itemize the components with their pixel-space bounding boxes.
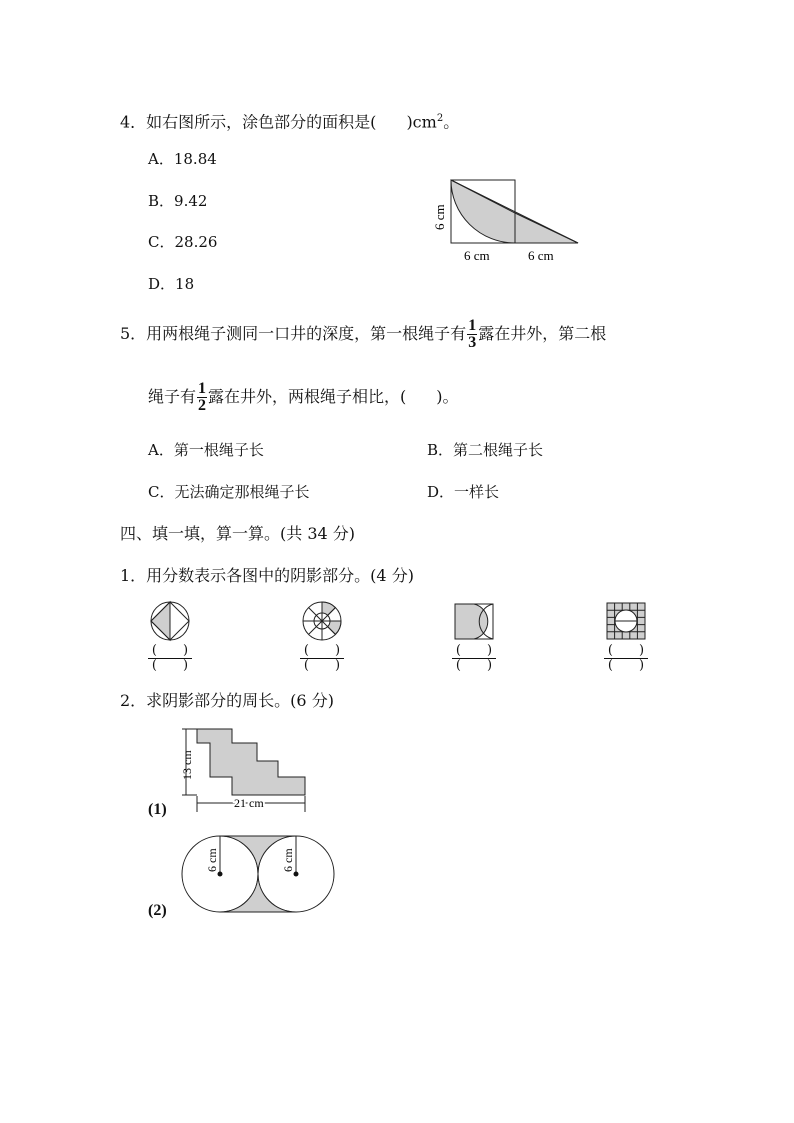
q5-option-a[interactable]: A．第一根绳子长 bbox=[148, 441, 264, 459]
q4-option-a[interactable]: A．18.84 bbox=[148, 150, 217, 168]
p1-blank-3-denominator[interactable]: ( ) bbox=[455, 658, 493, 673]
p2-label-1: (1) bbox=[148, 801, 167, 818]
q4-option-c[interactable]: C．28.26 bbox=[148, 233, 218, 251]
q4-label-bottom-1: 6 cm bbox=[464, 248, 490, 263]
p2-fig2-radius-right-label: 6 cm bbox=[281, 848, 295, 872]
q4-label-bottom-2: 6 cm bbox=[528, 248, 554, 263]
q4-option-d[interactable]: D．18 bbox=[148, 275, 195, 293]
q5-line-2-end: )。 bbox=[436, 387, 459, 406]
q5-line-2-mid: 露在井外，两根绳子相比，( bbox=[208, 387, 407, 406]
q5-line-2-start: 绳子有 bbox=[148, 387, 197, 406]
q4-stem-unit: )cm bbox=[406, 112, 437, 132]
q5-line-1-start: 5．用两根绳子测同一口井的深度，第一根绳子有 bbox=[120, 324, 467, 343]
p2-fig2-radius-left-label: 6 cm bbox=[205, 848, 219, 872]
p1-title: 1．用分数表示各图中的阴影部分。(4 分) bbox=[120, 566, 414, 585]
p2-fig1-width-label: 21 cm bbox=[234, 796, 264, 810]
q4-option-b[interactable]: B．9.42 bbox=[148, 192, 208, 210]
q4-unit-superscript: 2 bbox=[436, 113, 444, 124]
p2-label-2: (2) bbox=[148, 902, 167, 919]
q4-label-left: 6 cm bbox=[432, 204, 447, 230]
q5-fraction-2-denominator: 2 bbox=[198, 397, 207, 414]
q5-option-b[interactable]: B．第二根绳子长 bbox=[427, 441, 544, 459]
q5-line-1-end: 露在井外，第二根 bbox=[478, 324, 607, 343]
p1-blank-1-numerator[interactable]: ( ) bbox=[148, 644, 192, 659]
p2-title: 2．求阴影部分的周长。(6 分) bbox=[120, 691, 334, 710]
p1-blank-4-denominator[interactable]: ( ) bbox=[607, 658, 645, 673]
p1-blank-2-denominator[interactable]: ( ) bbox=[303, 658, 341, 673]
q5-fraction-2-numerator: 1 bbox=[198, 380, 207, 397]
p1-blank-1-denominator[interactable]: ( ) bbox=[151, 658, 189, 673]
p1-blank-4-numerator[interactable]: ( ) bbox=[604, 644, 648, 659]
p1-blank-3-numerator[interactable]: ( ) bbox=[452, 644, 496, 659]
q5-option-c[interactable]: C．无法确定那根绳子长 bbox=[148, 483, 310, 501]
q5-fraction-1-denominator: 3 bbox=[468, 334, 477, 351]
p1-blank-2-numerator[interactable]: ( ) bbox=[300, 644, 344, 659]
q5-option-d[interactable]: D．一样长 bbox=[427, 483, 500, 501]
section-4-title: 四、填一填，算一算。(共 34 分) bbox=[120, 524, 356, 543]
q4-stem-start: 4．如右图所示，涂色部分的面积是( bbox=[120, 112, 377, 132]
q5-fraction-1-numerator: 1 bbox=[468, 317, 477, 334]
q4-stem-end: 。 bbox=[443, 112, 460, 132]
p2-fig1-height-label: 13 cm bbox=[180, 750, 194, 780]
